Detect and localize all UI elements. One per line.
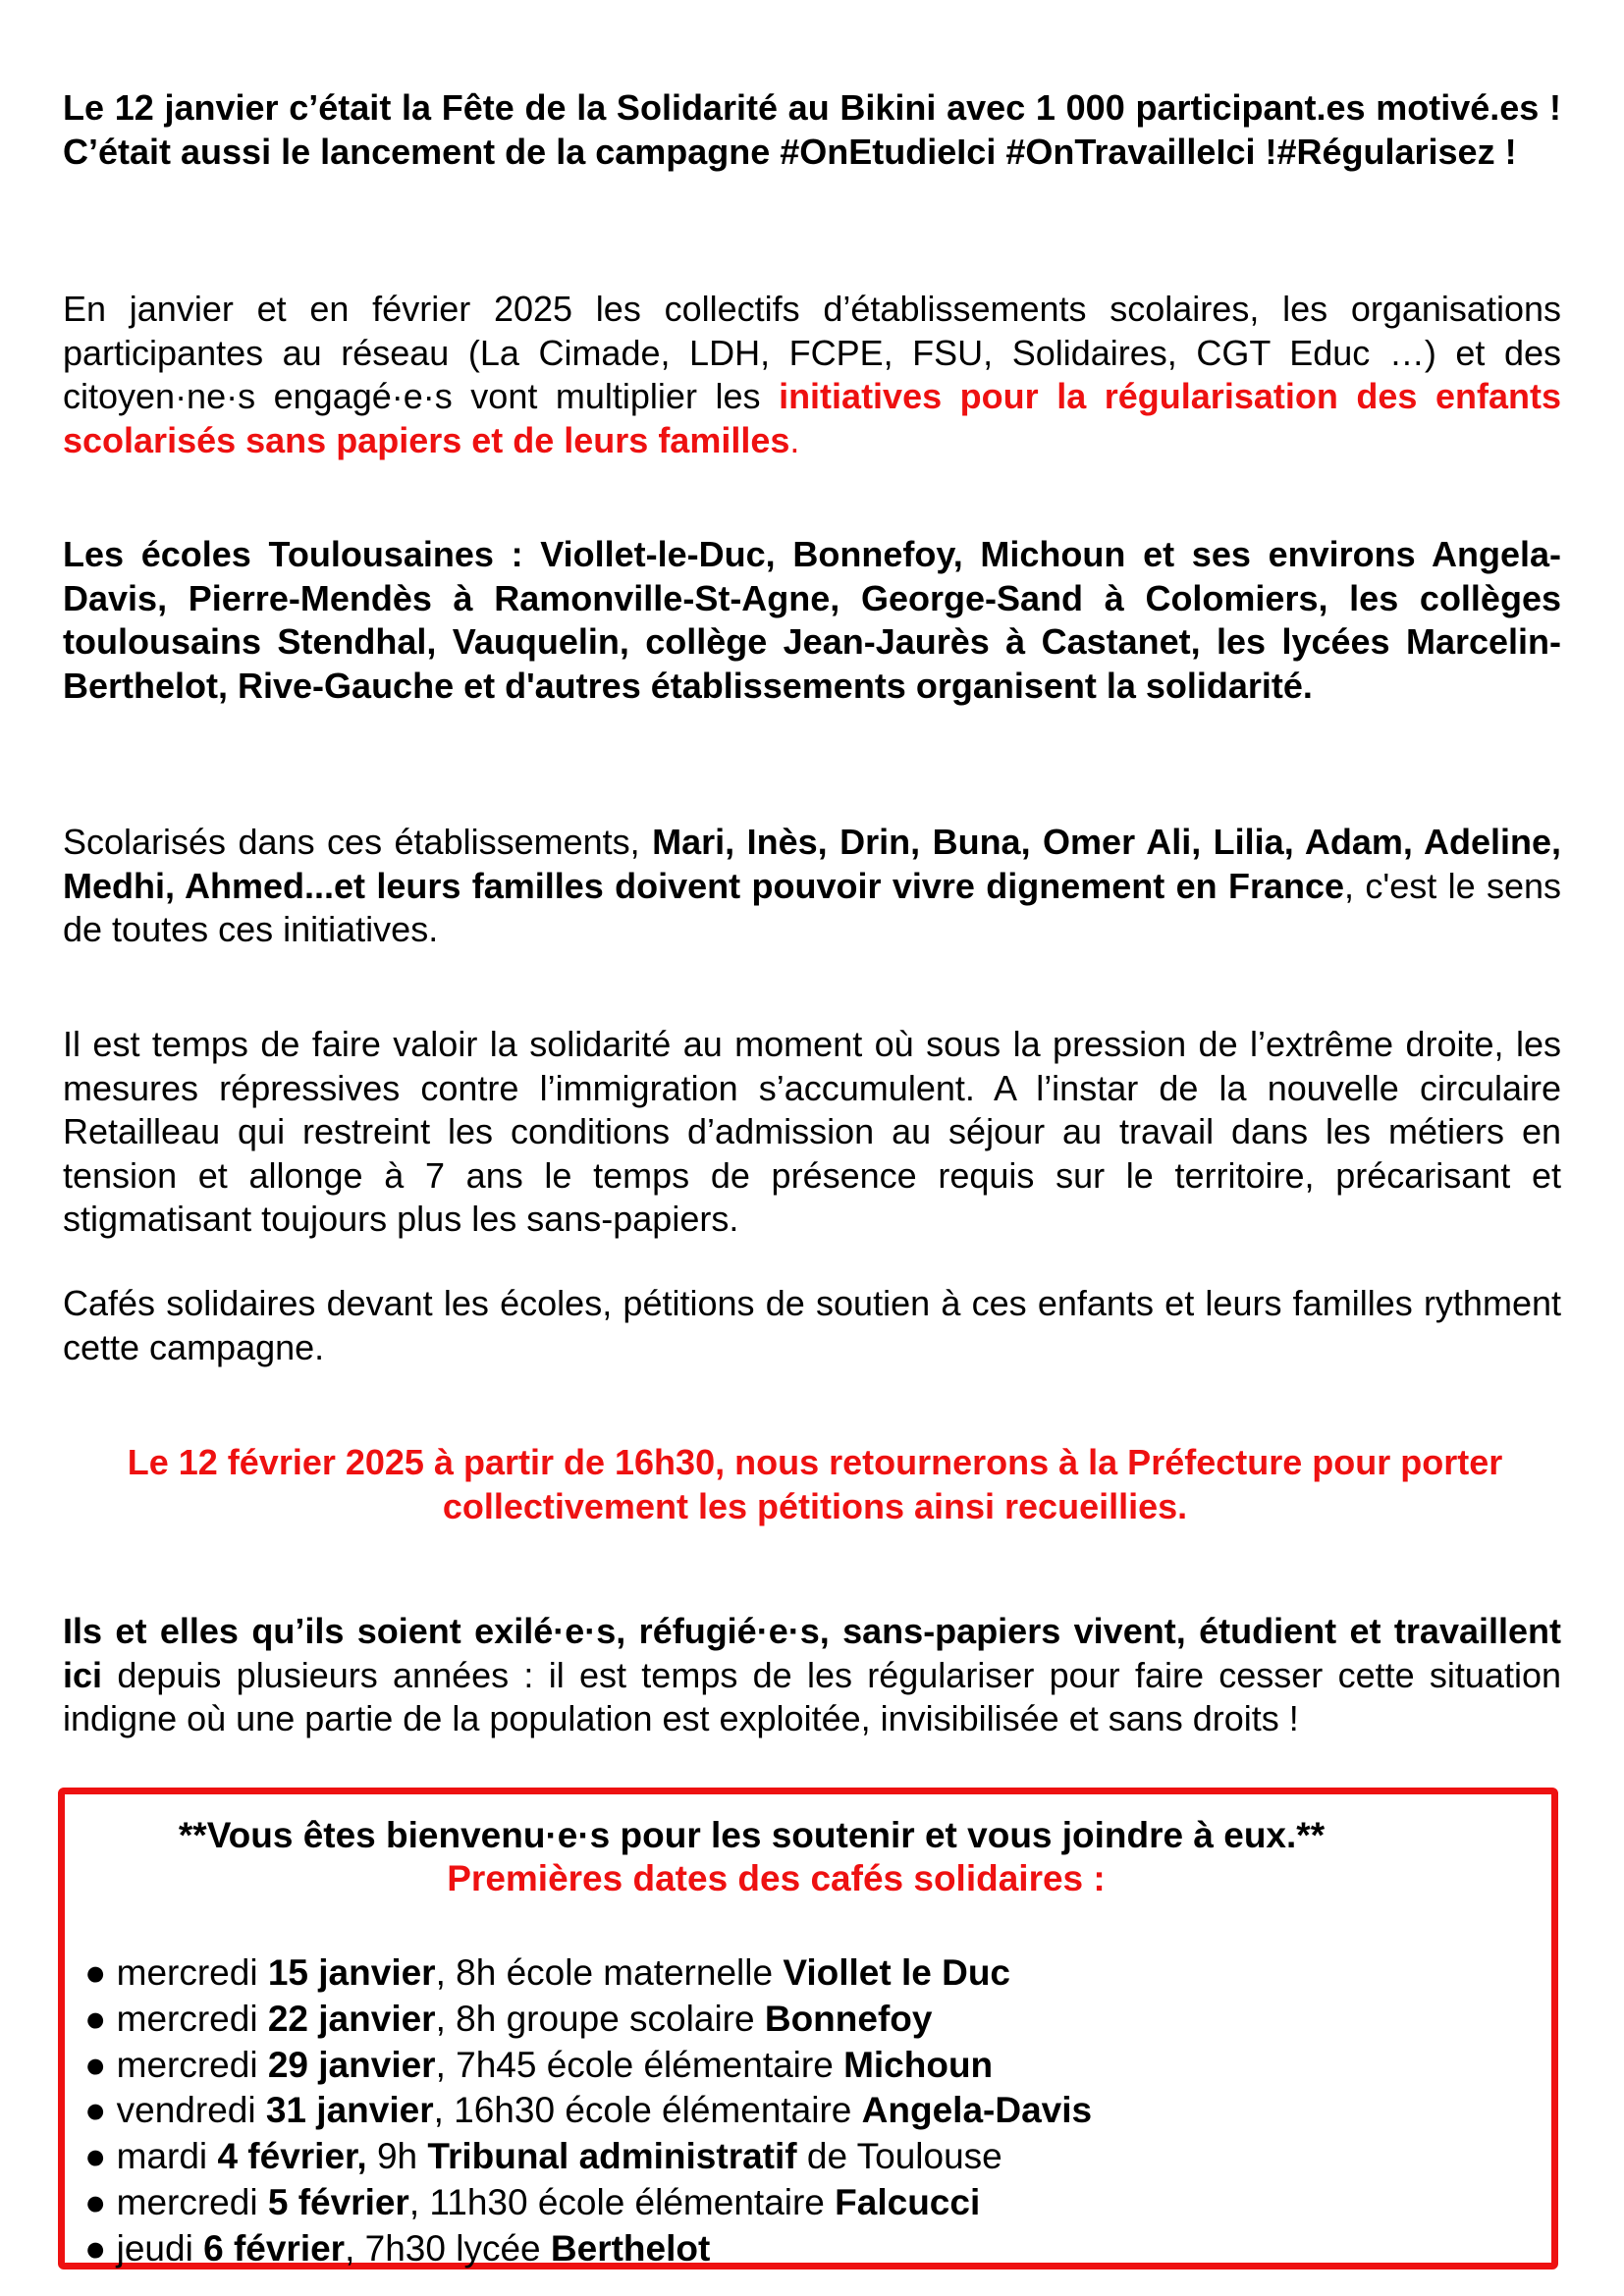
schools-text: Les écoles Toulousaines : Viollet-le-Duc, Bonnefoy, Michoun et ses environs Angela-Davis, Pierre-Mendès à Ramonville-St-Agne, George-Sand à Colomiers, les collèges toulousains Stendhal, Vauquelin, collège Jean-Jaurès à Castanet, les lycées Marcelin-Berthelot, Rive-Gauche et d'autres établissements organisent la solidarité. bbox=[63, 534, 1561, 706]
item-detail: , 8h école maternelle bbox=[435, 1952, 784, 1993]
box-subtitle: Premières dates des cafés solidaires : bbox=[447, 1858, 1106, 1898]
item-place: Michoun bbox=[843, 2044, 994, 2085]
item-detail: , 7h45 école élémentaire bbox=[435, 2044, 844, 2085]
item-place: Falcucci bbox=[835, 2181, 981, 2222]
item-day: mercredi bbox=[106, 1952, 268, 1993]
item-date: 5 février bbox=[267, 2181, 409, 2222]
prefecture-text: Le 12 février 2025 à partir de 16h30, nous retournerons à la Préfecture pour porter collectivement les pétitions ainsi recueillies. bbox=[127, 1442, 1503, 1526]
prefecture-announcement bbox=[79, 1441, 1551, 1528]
item-date: 29 janvier bbox=[267, 2044, 436, 2085]
item-place: Angela-Davis bbox=[861, 2090, 1093, 2131]
cafes-paragraph bbox=[63, 1282, 1561, 1369]
list-item bbox=[84, 2043, 1092, 2089]
campaign-highlight: initiatives pour la régularisation des enfants scolarisés sans papiers et de leurs familles bbox=[63, 376, 1561, 460]
dates-list bbox=[84, 1950, 1092, 2272]
students-names: Mari, Inès, Drin, Buna, Omer Ali, Lilia, Adam, Adeline, Medhi, Ahmed...et leurs familles doivent pouvoir vivre dignement en France bbox=[63, 822, 1561, 906]
campaign-period: . bbox=[789, 419, 800, 460]
list-item bbox=[84, 2134, 1092, 2180]
students-paragraph bbox=[63, 821, 1561, 952]
bullet-icon: ● bbox=[84, 2044, 107, 2085]
item-day: mercredi bbox=[106, 2181, 268, 2222]
list-item bbox=[84, 1950, 1092, 1997]
item-end: de Toulouse bbox=[796, 2136, 1002, 2177]
item-place: Bonnefoy bbox=[764, 1998, 933, 2039]
item-date: 31 janvier bbox=[265, 2090, 434, 2131]
item-detail: , 7h30 lycée bbox=[345, 2227, 551, 2269]
item-detail: , 8h groupe scolaire bbox=[435, 1998, 765, 2039]
item-detail: , 11h30 école élémentaire bbox=[408, 2181, 836, 2222]
list-item bbox=[84, 2180, 1092, 2226]
cafes-text: Cafés solidaires devant les écoles, pétitions de soutien à ces enfants et leurs familles rythment cette campagne. bbox=[63, 1283, 1561, 1367]
item-place: Berthelot bbox=[550, 2227, 711, 2269]
closing-paragraph bbox=[63, 1610, 1561, 1741]
bullet-icon: ● bbox=[84, 2090, 107, 2131]
item-detail: , 16h30 école élémentaire bbox=[433, 2090, 862, 2131]
bullet-icon: ● bbox=[84, 1998, 107, 2039]
bullet-icon: ● bbox=[84, 1952, 107, 1993]
intro-paragraph bbox=[63, 86, 1561, 174]
item-day: vendredi bbox=[106, 2090, 266, 2131]
students-intro: Scolarisés dans ces établissements, bbox=[63, 822, 653, 862]
campaign-paragraph bbox=[63, 288, 1561, 462]
item-detail: 9h bbox=[366, 2136, 428, 2177]
item-place: Tribunal administratif bbox=[427, 2136, 797, 2177]
context-paragraph bbox=[63, 1023, 1561, 1242]
bullet-icon: ● bbox=[84, 2181, 107, 2222]
campaign-text: En janvier et en février 2025 les collectifs d’établissements scolaires, les organisations participantes au réseau (La Cimade, LDH, FCPE, FSU, Solidaires, CGT Educ …) et des citoyen·ne·s engagé·e·s vont multiplier les bbox=[63, 289, 1561, 416]
list-item bbox=[84, 1997, 1092, 2043]
item-day: mercredi bbox=[106, 1998, 268, 2039]
closing-text: depuis plusieurs années : il est temps de les régulariser pour faire cesser cette situation indigne où une partie de la population est exploitée, invisibilisée et sans droits ! bbox=[63, 1654, 1561, 1738]
schools-paragraph bbox=[63, 533, 1561, 708]
item-day: jeudi bbox=[106, 2227, 204, 2269]
bullet-icon: ● bbox=[84, 2227, 107, 2269]
item-date: 6 février bbox=[203, 2227, 346, 2269]
list-item bbox=[84, 2226, 1092, 2272]
item-date: 15 janvier bbox=[267, 1952, 436, 1993]
item-day: mercredi bbox=[106, 2044, 268, 2085]
students-end: , c'est le sens de toutes ces initiatives. bbox=[63, 865, 1561, 949]
item-place: Viollet le Duc bbox=[783, 1952, 1011, 1993]
box-heading bbox=[65, 1814, 1551, 1900]
item-date: 22 janvier bbox=[267, 1998, 436, 2039]
box-title: **Vous êtes bienvenu·e·s pour les soutenir et vous joindre à eux.** bbox=[178, 1815, 1326, 1855]
bullet-icon: ● bbox=[84, 2136, 107, 2177]
cafes-dates-box bbox=[58, 1788, 1558, 2269]
closing-bold: Ils et elles qu’ils soient exilé·e·s, réfugié·e·s, sans-papiers vivent, étudient et travaillent ici bbox=[63, 1611, 1561, 1695]
list-item bbox=[84, 2088, 1092, 2134]
item-date: 4 février, bbox=[217, 2136, 367, 2177]
intro-text: Le 12 janvier c’était la Fête de la Solidarité au Bikini avec 1 000 participant.es motivé.es ! C’était aussi le lancement de la campagne #OnEtudieIci #OnTravailleIci !#Régularisez ! bbox=[63, 87, 1561, 172]
context-text: Il est temps de faire valoir la solidarité au moment où sous la pression de l’extrême droite, les mesures répressives contre l’immigration s’accumulent. A l’instar de la nouvelle circulaire Retailleau qui restreint les conditions d’admission au séjour au travail dans les métiers en tension et allonge à 7 ans le temps de présence requis sur le territoire, précarisant et stigmatisant toujours plus les sans-papiers. bbox=[63, 1024, 1561, 1239]
item-day: mardi bbox=[106, 2136, 218, 2177]
